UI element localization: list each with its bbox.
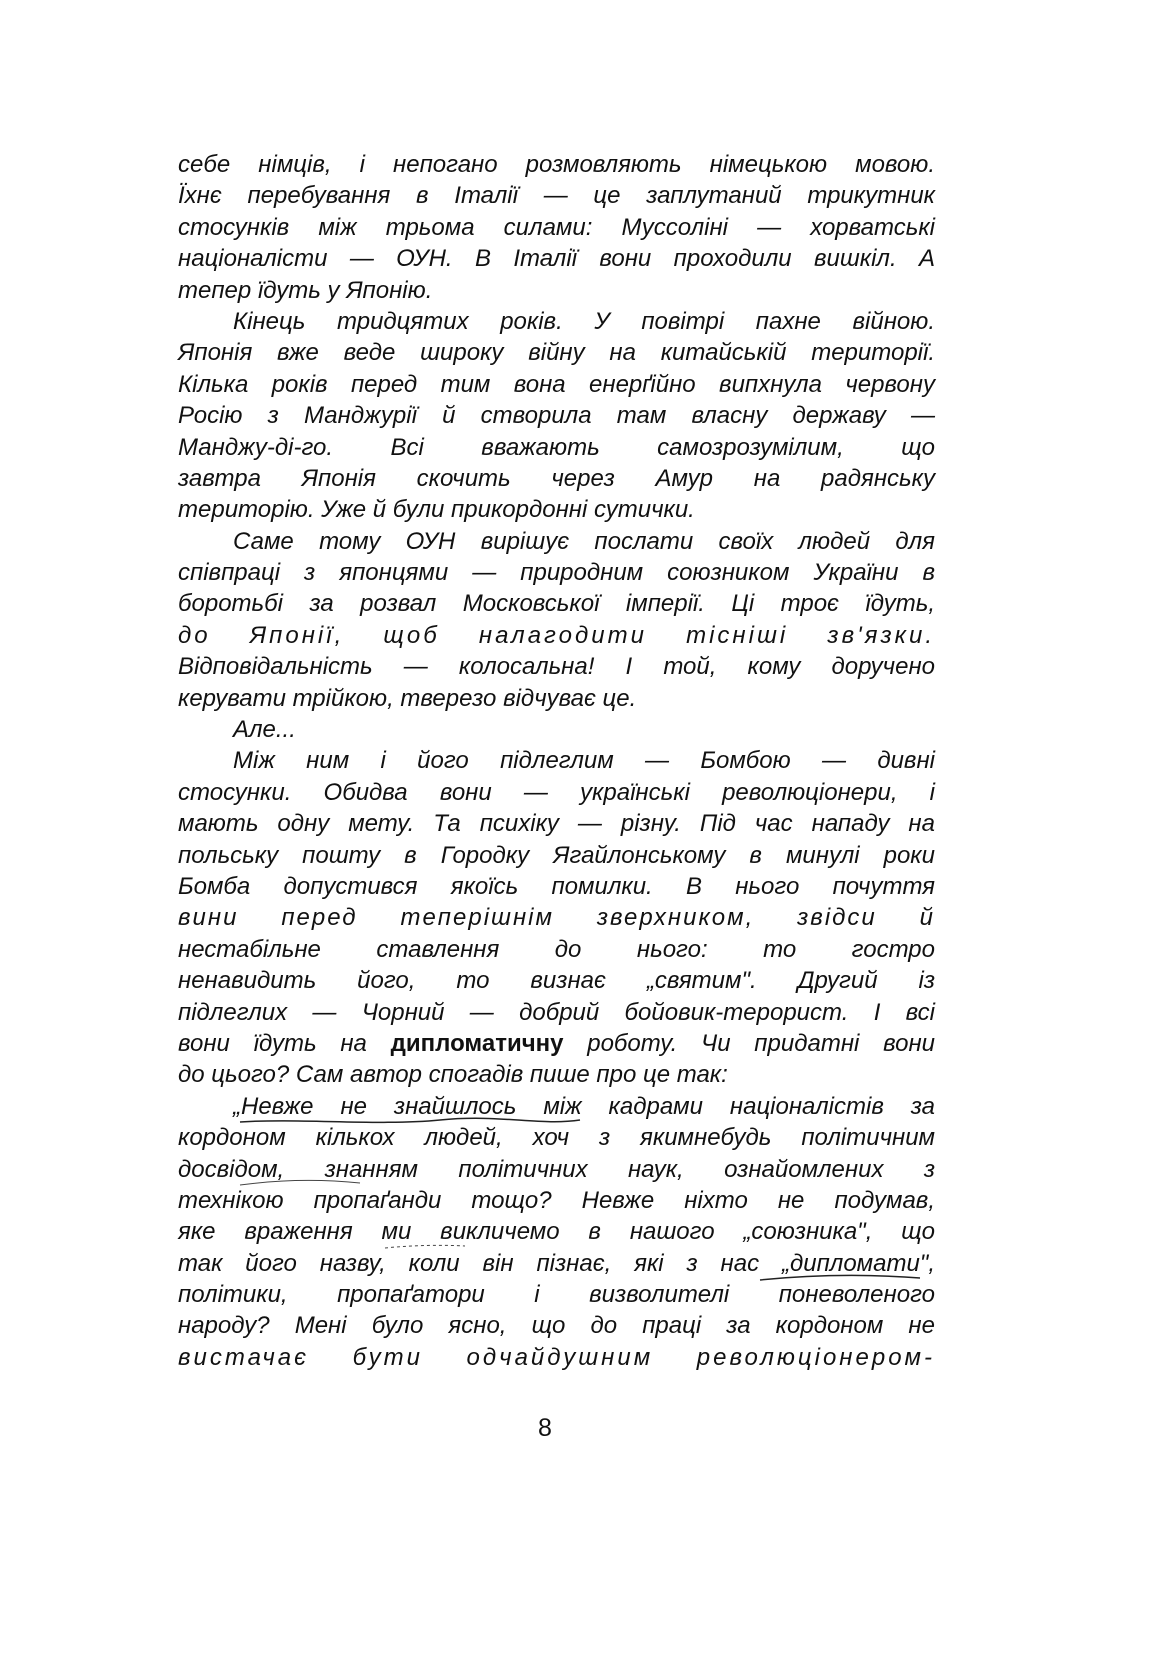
text-line: Манджу-ді-го. Всі вважають самозрозумілим, що bbox=[178, 433, 935, 461]
text-line: народу? Мені було ясно, що до праці за кордоном не bbox=[178, 1312, 935, 1340]
text-line: Їхнє перебування в Італії — це заплутаний трикутник bbox=[178, 182, 935, 210]
text-line: досвідом, знанням політичних наук, ознайомлених з bbox=[178, 1155, 935, 1183]
text-line: Кінець тридцятих років. У повітрі пахне війною. bbox=[233, 307, 935, 335]
text-line: Саме тому ОУН вирішує послати своїх людей для bbox=[233, 527, 935, 555]
text-line: Бомба допустився якоїсь помилки. В нього почуття bbox=[178, 872, 935, 900]
text-line: націоналісти — ОУН. В Італії вони проходили вишкіл. А bbox=[178, 245, 935, 273]
text-span: роботу. Чи придатні вони bbox=[563, 1029, 936, 1057]
text-line: Росію з Манджурії й створила там власну державу — bbox=[178, 402, 935, 430]
text-line: політики, пропаґатори і визволителі поневоленого bbox=[178, 1281, 935, 1309]
text-line: керувати трійкою, тверезо відчуває це. bbox=[178, 684, 637, 712]
text-line: ненавидить його, то визнає „святим". Другий із bbox=[178, 967, 935, 995]
text-line: технікою пропаґанди тощо? Невже ніхто не подумав, bbox=[178, 1186, 935, 1214]
text-line: стосунки. Обидва вони — українські революціонери, і bbox=[178, 778, 935, 806]
text-span: вони їдуть на bbox=[178, 1029, 391, 1057]
text-line: співпраці з японцями — природним союзником України в bbox=[178, 559, 935, 587]
text-line: Але... bbox=[233, 716, 296, 744]
text-line: тепер їдуть у Японію. bbox=[178, 276, 433, 304]
text-line: Відповідальність — колосальна! І той, кому доручено bbox=[178, 653, 935, 681]
page-body bbox=[178, 149, 935, 1373]
text-line bbox=[178, 1028, 935, 1059]
text-line: стосунків між трьома силами: Муссоліні — хорватські bbox=[178, 213, 935, 241]
page-number: 8 bbox=[538, 1414, 552, 1442]
text-line: територію. Уже й були прикордонні сутички. bbox=[178, 496, 695, 524]
text-line: підлеглих — Чорний — добрий бойовик-терорист. І всі bbox=[178, 998, 935, 1026]
bold-word: дипломатичну bbox=[390, 1029, 564, 1057]
text-line: мають одну мету. Та психіку — різну. Під час нападу на bbox=[178, 810, 935, 838]
text-line: нестабільне ставлення до нього: то гостро bbox=[178, 935, 935, 963]
text-line: так його назву, коли він пізнає, які з нас „дипломати", bbox=[178, 1249, 935, 1277]
text-line: Між ним і його підлеглим — Бомбою — дивні bbox=[233, 747, 935, 775]
text-line: до цього? Сам автор спогадів пише про це так: bbox=[178, 1061, 728, 1089]
text-line: Японія вже веде широку війну на китайській території. bbox=[178, 339, 935, 367]
text-line: завтра Японія скочить через Амур на радянську bbox=[178, 464, 935, 492]
text-line: Кілька років перед тим вона енерґійно випхнула червону bbox=[178, 370, 935, 398]
text-line: вини перед теперішнім зверхником, звідси й bbox=[178, 904, 935, 932]
text-line: яке враження ми викличемо в нашого „союзника", що bbox=[178, 1218, 935, 1246]
text-line: кордоном кількох людей, хоч з якимнебудь політичним bbox=[178, 1124, 935, 1152]
text-line: до Японії, щоб налагодити тісніші зв'язки. bbox=[178, 621, 935, 649]
text-line: „Невже не знайшлось між кадрами націоналістів за bbox=[233, 1092, 935, 1120]
text-line: польську пошту в Городку Ягайлонському в минулі роки bbox=[178, 841, 935, 869]
text-line: себе німців, і непогано розмовляють німецькою мовою. bbox=[178, 151, 935, 178]
text-line: вистачає бути одчайдушним революціонером- bbox=[178, 1343, 935, 1371]
text-line: боротьбі за розвал Московської імперії. Ці троє їдуть, bbox=[178, 590, 935, 618]
